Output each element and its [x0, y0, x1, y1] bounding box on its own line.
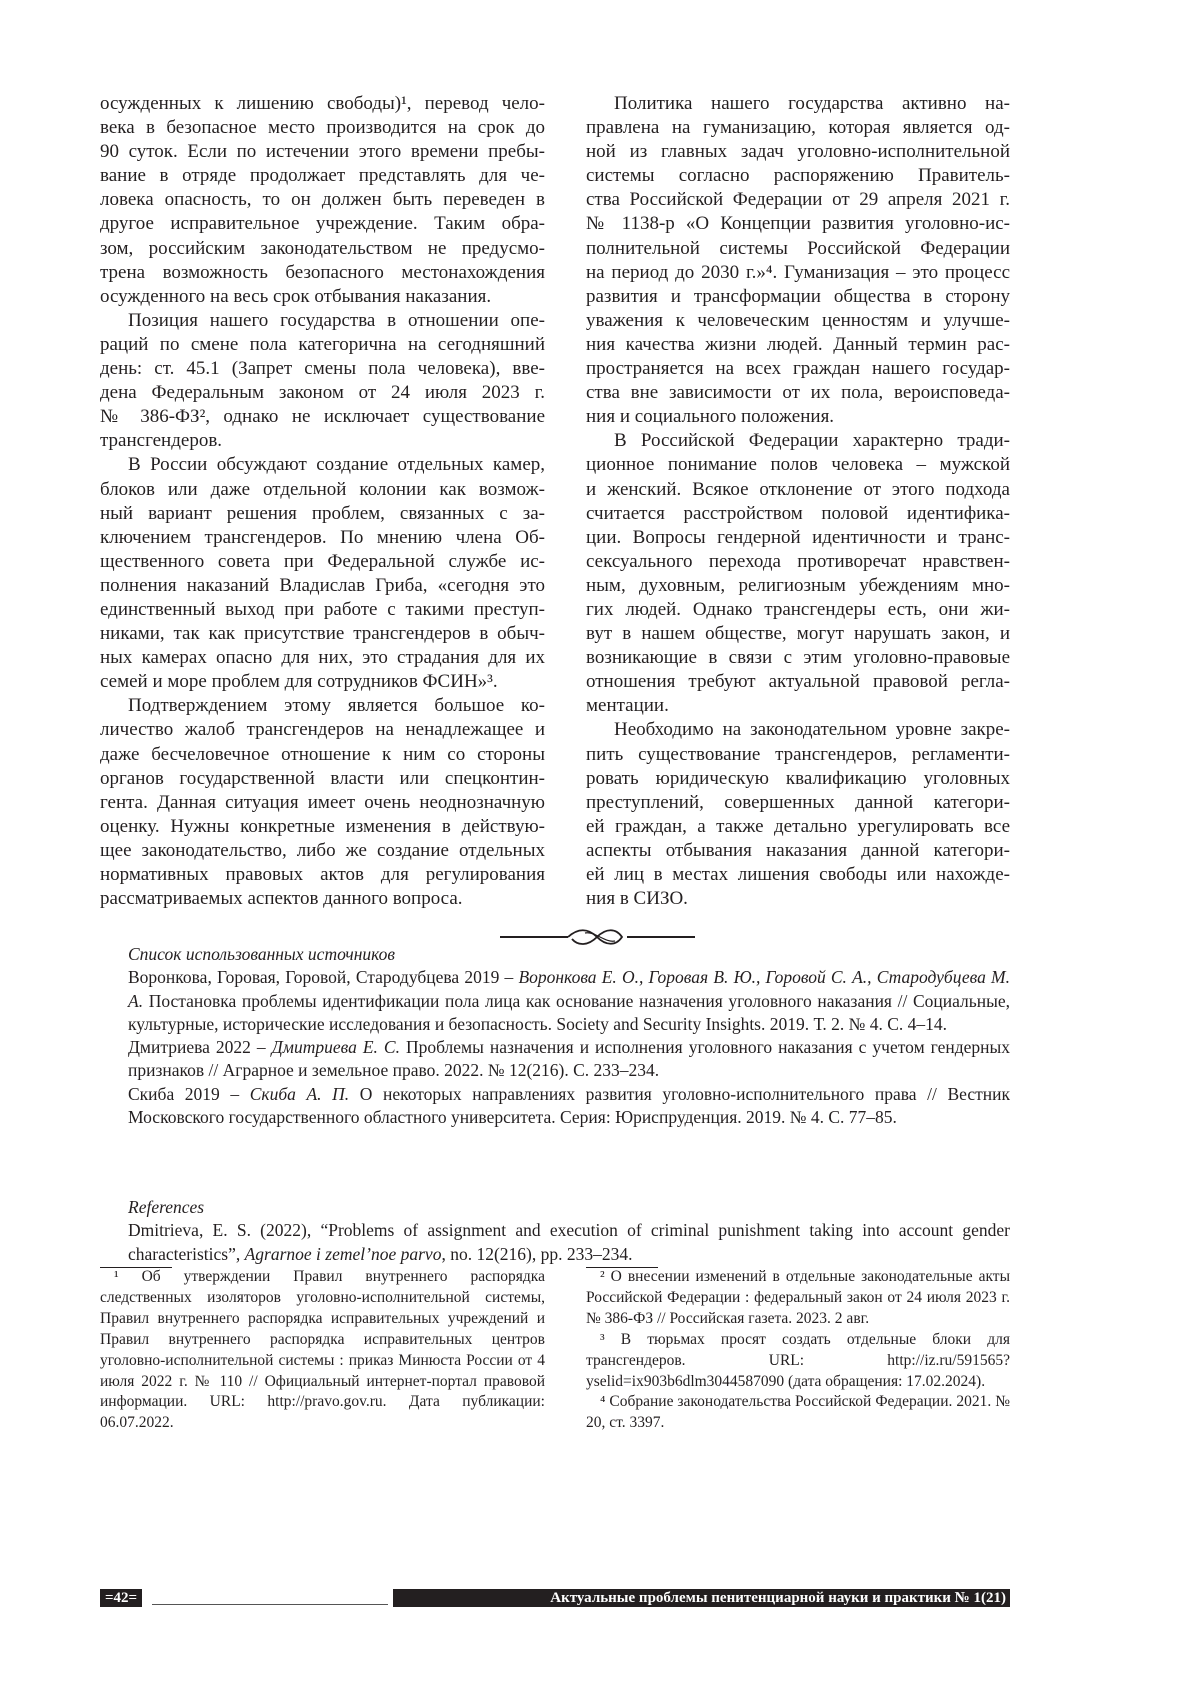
reference-authors: Agrarnoe i zemel’noe parvo	[245, 1244, 442, 1264]
text-line: щее законодательство, либо же создание отдельных	[100, 839, 545, 863]
text-line: ментации.	[586, 694, 1010, 718]
reference-text: Воронкова, Горовая, Горовой, Стародубцева 2019 –	[128, 967, 518, 987]
text-line: ным, духовным, религиозным убеждениям мно-	[586, 574, 1010, 598]
text-line: блоков или даже отдельной колонии как возмож-	[100, 478, 545, 502]
text-line: 90 суток. Если по истечении этого времени пребы-	[100, 140, 545, 164]
references-en	[100, 1196, 1010, 1266]
paragraph	[586, 718, 1010, 911]
text-line: трансгендеров.	[100, 429, 545, 453]
text-line: правлена на гуманизацию, которая является од-	[586, 116, 1010, 140]
text-line: сексуального перехода противоречат нравствен-	[586, 550, 1010, 574]
text-line: рассматриваемых аспектов данного вопроса.	[100, 887, 545, 911]
text-line: пространяется на всех граждан нашего государ-	[586, 357, 1010, 381]
footnotes-left	[100, 1267, 545, 1434]
text-line: оценку. Нужны конкретные изменения в действую-	[100, 815, 545, 839]
reference-entry	[100, 1036, 1010, 1083]
text-line: Необходимо на законодательном уровне закре-	[586, 718, 1010, 742]
article-column-right	[586, 92, 1010, 911]
text-line: века в безопасное место производится на срок до	[100, 116, 545, 140]
text-line: ства вне зависимости от их пола, вероисповеда-	[586, 381, 1010, 405]
reference-text: Постановка проблемы идентификации пола лица как основание назначения уголовного наказания // Социальные, культурные, исторические исследования и безопасность. Society and Security Insights. 2019. Т. 2. № 4. С. 4–14.	[128, 991, 1010, 1034]
text-line: ния в СИЗО.	[586, 887, 1010, 911]
text-line: семей и море проблем для сотрудников ФСИН»³.	[100, 670, 545, 694]
text-line: преступлений, совершенных данной категори-	[586, 791, 1010, 815]
footnote: ¹ Об утверждении Правил внутреннего распорядка следственных изоляторов уголовно-исполнительной системы, Правил внутреннего распорядка исправительных учреждений и Правил внутреннего распорядка исправительных центров уголовно-исполнительной системы : приказ Минюста России от 4 июля 2022 г. № 110 // Официальный интернет-портал правовой информации. URL: http://pravo.gov.ru. Дата публикации: 06.07.2022.	[100, 1267, 545, 1434]
text-line: ей лиц в местах лишения свободы или нахожде-	[586, 863, 1010, 887]
text-line: № 386-ФЗ², однако не исключает существование	[100, 405, 545, 429]
text-line: ных камерах опасно для них, это страдания для их	[100, 646, 545, 670]
text-line: даже бесчеловечное отношение к ним со стороны	[100, 743, 545, 767]
text-line: ния и социального положения.	[586, 405, 1010, 429]
text-line: гих людей. Однако трансгендеры есть, они жи-	[586, 598, 1010, 622]
text-line: нормативных правовых актов для регулирования	[100, 863, 545, 887]
text-line: Подтверждением этому является большое ко-	[100, 694, 545, 718]
reference-authors: Скиба А. П.	[250, 1084, 349, 1104]
text-line: органов государственной власти или спецконтин-	[100, 767, 545, 791]
reference-authors: Дмитриева Е. С.	[272, 1037, 400, 1057]
text-line: личество жалоб трансгендеров на ненадлежащее и	[100, 718, 545, 742]
references-en-heading: References	[100, 1196, 1010, 1219]
text-line: осужденных к лишению свободы)¹, перевод чело-	[100, 92, 545, 116]
text-line: аспекты отбывания наказания данной категори-	[586, 839, 1010, 863]
paragraph	[100, 92, 545, 309]
text-line: уважения к человеческим ценностям и улучше-	[586, 309, 1010, 333]
footnote: ² О внесении изменений в отдельные законодательные акты Российской Федерации : федеральный закон от 24 июля 2023 г. № 386-ФЗ // Российская газета. 2023. 2 авг.	[586, 1267, 1010, 1330]
text-line: Политика нашего государства активно на-	[586, 92, 1010, 116]
reference-text: Скиба 2019 –	[128, 1084, 250, 1104]
text-line: В Российской Федерации характерно тради-	[586, 429, 1010, 453]
text-line: ства Российской Федерации от 29 апреля 2021 г.	[586, 188, 1010, 212]
text-line: щественного совета при Федеральной службе ис-	[100, 550, 545, 574]
text-line: В России обсуждают создание отдельных камер,	[100, 453, 545, 477]
text-line: раций по смене пола категорична на сегодняшний	[100, 333, 545, 357]
text-line: ключением трансгендеров. По мнению члена Об-	[100, 526, 545, 550]
text-line: вание в отряде продолжает представлять для че-	[100, 164, 545, 188]
text-line: трена возможность безопасного местонахождения	[100, 261, 545, 285]
text-line: полнения наказаний Владислав Гриба, «сегодня это	[100, 574, 545, 598]
text-line: отношения требуют актуальной правовой регла-	[586, 670, 1010, 694]
text-line: ловека опасность, то он должен быть переведен в	[100, 188, 545, 212]
text-line: гента. Данная ситуация имеет очень неоднозначную	[100, 791, 545, 815]
footnote: ³ В тюрьмах просят создать отдельные блоки для трансгендеров. URL: http://iz.ru/591565?yselid=ix903b6dlm3044587090 (дата обращения: 17.02.2024).	[586, 1330, 1010, 1393]
text-line: ровать юридическую квалификацию уголовных	[586, 767, 1010, 791]
text-line: зом, российским законодательством не предусмо-	[100, 237, 545, 261]
reference-text: Дмитриева 2022 –	[128, 1037, 272, 1057]
paragraph	[586, 92, 1010, 429]
paragraph	[586, 429, 1010, 718]
journal-title-bar: Актуальные проблемы пенитенциарной науки и практики № 1(21)	[393, 1589, 1010, 1607]
reference-entry	[100, 1083, 1010, 1130]
text-line: ный вариант решения проблем, связанных с за-	[100, 502, 545, 526]
footer-rule	[152, 1604, 388, 1605]
text-line: на период до 2030 г.»⁴. Гуманизация – это процесс	[586, 261, 1010, 285]
reference-text: Dmitrieva, E. S. (2022), “Problems of assignment and execution of criminal punishment taking into account gender characteristics”,	[128, 1220, 1010, 1263]
article-column-left	[100, 92, 545, 911]
page-number: =42=	[100, 1589, 142, 1607]
reference-entry	[100, 1219, 1010, 1266]
text-line: развития и трансформации общества в сторону	[586, 285, 1010, 309]
reference-text: О некоторых направлениях развития уголовно-исполнительного права // Вестник Московского государственного областного университета. Серия: Юриспруденция. 2019. № 4. С. 77–85.	[128, 1084, 1010, 1127]
text-line: полнительной системы Российской Федерации	[586, 237, 1010, 261]
text-line: и женский. Всякое отклонение от этого подхода	[586, 478, 1010, 502]
text-line: единственный выход при работе с такими преступ-	[100, 598, 545, 622]
text-line: никами, так как присутствие трансгендеров в обыч-	[100, 622, 545, 646]
footnotes-right	[586, 1267, 1010, 1434]
text-line: считается расстройством половой идентифика-	[586, 502, 1010, 526]
reference-authors: Воронкова Е. О., Горовая В. Ю., Горовой С. А., Стародубцева М. А.	[128, 967, 1010, 1010]
text-line: ния качества жизни людей. Данный термин рас-	[586, 333, 1010, 357]
text-line: Позиция нашего государства в отношении опе-	[100, 309, 545, 333]
text-line: ей граждан, а также детально урегулировать все	[586, 815, 1010, 839]
text-line: день: ст. 45.1 (Запрет смены пола человека), вве-	[100, 357, 545, 381]
text-line: № 1138-р «О Концепции развития уголовно-ис-	[586, 212, 1010, 236]
text-line: ции. Вопросы гендерной идентичности и транс-	[586, 526, 1010, 550]
text-line: системы согласно распоряжению Правитель-	[586, 164, 1010, 188]
text-line: пить существование трансгендеров, регламенти-	[586, 743, 1010, 767]
paragraph	[100, 694, 545, 911]
footnote: ⁴ Собрание законодательства Российской Федерации. 2021. № 20, ст. 3397.	[586, 1392, 1010, 1434]
references-ru-heading: Список использованных источников	[100, 943, 1010, 966]
references-ru	[100, 943, 1010, 1129]
text-line: осужденного на весь срок отбывания наказания.	[100, 285, 545, 309]
paragraph	[100, 309, 545, 454]
text-line: ционное понимание полов человека – мужской	[586, 453, 1010, 477]
paragraph	[100, 453, 545, 694]
text-line: другое исправительное учреждение. Таким обра-	[100, 212, 545, 236]
text-line: вут в нашем обществе, могут нарушать закон, и	[586, 622, 1010, 646]
reference-text: Проблемы назначения и исполнения уголовного наказания с учетом гендерных признаков // Аграрное и земельное право. 2022. № 12(216). С. 233–234.	[128, 1037, 1010, 1080]
text-line: ной из главных задач уголовно-исполнительной	[586, 140, 1010, 164]
reference-entry	[100, 966, 1010, 1036]
reference-text: , no. 12(216), pp. 233–234.	[441, 1244, 632, 1264]
text-line: возникающие в связи с этим уголовно-правовые	[586, 646, 1010, 670]
text-line: дена Федеральным законом от 24 июля 2023 г.	[100, 381, 545, 405]
